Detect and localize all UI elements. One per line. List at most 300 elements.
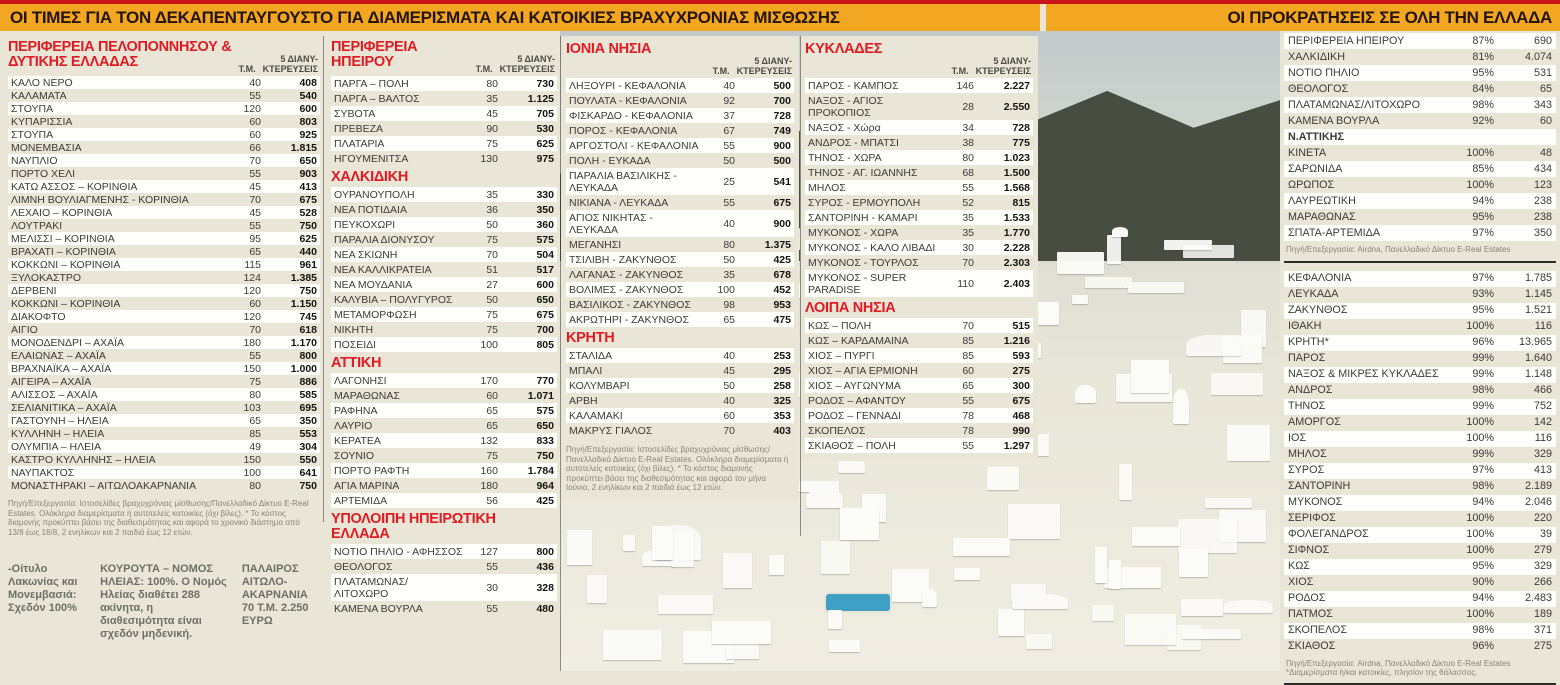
price-value: 600 [299, 102, 317, 115]
listings-count: 266 [1533, 576, 1552, 589]
white-building [1211, 373, 1263, 396]
sqm-value: 132 [480, 434, 498, 447]
price-value: 553 [299, 427, 317, 440]
area-name: ΙΟΣ [1288, 432, 1307, 445]
place-name: ΜΕΛΙΣΣΙ – ΚΟΡΙΝΘΙΑ [11, 232, 115, 245]
price-value: 1.125 [527, 92, 554, 105]
place-name: ΠΑΡΑΛΙΑ ΔΙΟΝΥΣΟΥ [334, 233, 435, 246]
table-row [331, 91, 557, 106]
price-value: 975 [536, 152, 554, 165]
listings-count: 1.148 [1524, 368, 1552, 381]
table-row [8, 76, 320, 89]
divider-rule [1284, 261, 1556, 263]
price-value: 750 [299, 284, 317, 297]
area-name: ΙΘΑΚΗ [1288, 320, 1322, 333]
sqm-value: 120 [243, 284, 261, 297]
bookings-row [1284, 559, 1556, 575]
place-name: ΜΠΑΛΙ [569, 364, 603, 377]
sqm-value: 40 [249, 76, 261, 89]
place-name: ΡΑΦΗΝΑ [334, 404, 378, 417]
sqm-value: 35 [486, 188, 498, 201]
sqm-value: 80 [486, 77, 498, 90]
table-row [566, 78, 794, 93]
place-name: ΝΑΞΟΣ - ΑΓΙΟΣ ΠΡΟΚΟΠΙΟΣ [808, 94, 884, 119]
place-name: ΤΗΝΟΣ - ΑΓ. ΙΩΑΝΝΗΣ [808, 166, 918, 179]
sqm-value: 55 [962, 439, 974, 452]
table-row [805, 120, 1033, 135]
sqm-value: 80 [723, 238, 735, 251]
prebooking-percent: 99% [1472, 368, 1494, 381]
table-row [331, 574, 557, 601]
price-value: 593 [1012, 349, 1030, 362]
sqm-value: 92 [723, 94, 735, 107]
table-row [331, 187, 557, 202]
white-building [922, 589, 937, 607]
table-row [8, 115, 320, 128]
table-row [331, 307, 557, 322]
sqm-column-label: Τ.Μ. [475, 63, 493, 74]
white-building [671, 531, 694, 567]
price-value: 2.403 [1003, 277, 1030, 290]
place-name: ΛΟΥΤΡΑΚΙ [11, 219, 63, 232]
price-value: 253 [773, 349, 791, 362]
white-building [1178, 519, 1238, 553]
sqm-value: 127 [480, 545, 498, 558]
table-row [331, 388, 557, 403]
area-name: ΤΗΝΟΣ [1288, 400, 1326, 413]
bookings-row [1284, 335, 1556, 351]
table-row [566, 297, 794, 312]
price-section [331, 166, 557, 352]
white-building [652, 526, 673, 560]
place-name: ΜΟΝΕΜΒΑΣΙΑ [11, 141, 82, 154]
place-name: ΘΕΟΛΟΓΟΣ [334, 560, 393, 573]
price-value: 675 [299, 193, 317, 206]
table-row [805, 408, 1033, 423]
price-value: 408 [299, 76, 317, 89]
white-building [723, 553, 752, 588]
price-value: 1.000 [290, 362, 317, 375]
table-row [805, 378, 1033, 393]
listings-count: 434 [1533, 162, 1552, 175]
table-row [8, 349, 320, 362]
place-name: ΟΥΡΑΝΟΥΠΟΛΗ [334, 188, 415, 201]
bookings-row [1284, 319, 1556, 335]
table-row [331, 337, 557, 352]
column-headers [476, 55, 555, 74]
table-row [566, 378, 794, 393]
prebookings-panel [1284, 33, 1556, 685]
listings-count: 60 [1539, 114, 1552, 127]
prebooking-percent: 81% [1472, 50, 1494, 63]
area-name: ΝΑΞΟΣ & ΜΙΚΡΕΣ ΚΥΚΛΑΔΕΣ [1288, 368, 1439, 381]
white-building [829, 640, 861, 652]
price-value: 1.815 [290, 141, 317, 154]
place-name: ΣΚΙΑΘΟΣ – ΠΟΛΗ [808, 439, 896, 452]
price-value: 1.297 [1003, 439, 1030, 452]
table-row [8, 128, 320, 141]
white-building [1095, 547, 1107, 582]
price-value: 625 [536, 137, 554, 150]
sqm-value: 78 [962, 409, 974, 422]
bookings-row [1284, 193, 1556, 209]
price-value: 625 [299, 232, 317, 245]
white-building [769, 555, 783, 575]
white-building [1008, 504, 1060, 539]
price-value: 600 [536, 278, 554, 291]
sqm-value: 70 [962, 256, 974, 269]
availability-note: -Οίτυλο Λακωνίας και Μονεμβασιά: Σχεδόν 100% [8, 563, 78, 614]
sqm-value: 150 [243, 453, 261, 466]
price-value: 440 [299, 245, 317, 258]
sqm-value: 65 [486, 419, 498, 432]
price-value: 964 [536, 479, 554, 492]
column-headers [713, 57, 792, 76]
price-value: 550 [299, 453, 317, 466]
sqm-value: 27 [486, 278, 498, 291]
white-building [1186, 335, 1241, 356]
place-name: ΒΑΣΙΛΙΚΟΣ - ΖΑΚΥΝΘΟΣ [569, 298, 691, 311]
section-title: ΥΠΟΛΟΙΠΗ ΗΠΕΙΡΩΤΙΚΗ ΕΛΛΑΔΑ [331, 511, 496, 542]
sqm-value: 34 [962, 121, 974, 134]
area-name: ΑΜΟΡΓΟΣ [1288, 416, 1341, 429]
listings-count: 13.965 [1518, 336, 1552, 349]
sqm-value: 51 [486, 263, 498, 276]
place-name: ΜΥΚΟΝΟΣ - ΧΩΡΑ [808, 226, 899, 239]
sqm-value: 25 [723, 175, 735, 188]
prebookings-header-title: ΟΙ ΠΡΟΚΡΑΤΗΣΕΙΣ ΣΕ ΟΛΗ ΤΗΝ ΕΛΛΑΔΑ [1227, 7, 1552, 27]
sqm-value: 70 [249, 323, 261, 336]
sqm-value: 170 [480, 374, 498, 387]
sqm-value: 36 [486, 203, 498, 216]
sqm-value: 60 [249, 115, 261, 128]
white-building [1072, 295, 1089, 305]
sqm-value: 65 [723, 313, 735, 326]
sqm-value: 85 [962, 334, 974, 347]
table-row [8, 336, 320, 349]
price-value: 770 [536, 374, 554, 387]
listings-count: 413 [1533, 464, 1552, 477]
sqm-value: 75 [486, 449, 498, 462]
sqm-value: 55 [249, 219, 261, 232]
sqm-value: 55 [962, 394, 974, 407]
price-section [566, 38, 794, 327]
place-name: ΠΡΕΒΕΖΑ [334, 122, 384, 135]
area-name: ΘΕΟΛΟΓΟΣ [1288, 82, 1349, 95]
section-rows [566, 348, 794, 438]
section-header [331, 508, 557, 544]
price-value: 452 [773, 283, 791, 296]
prebooking-percent: 90% [1472, 576, 1494, 589]
price-value: 413 [299, 180, 317, 193]
bookings-row [1284, 639, 1556, 655]
area-name: ΚΕΦΑΛΟΝΙΑ [1288, 272, 1352, 285]
sqm-value: 50 [723, 253, 735, 266]
bookings-row [1284, 511, 1556, 527]
section-header [566, 38, 794, 78]
section-rows [331, 76, 557, 166]
prebooking-percent: 97% [1472, 226, 1494, 239]
column-divider [323, 36, 324, 522]
price-value: 515 [1012, 319, 1030, 332]
table-row [8, 271, 320, 284]
sqm-value: 50 [723, 379, 735, 392]
prebooking-percent: 100% [1466, 432, 1494, 445]
section-rows [566, 78, 794, 327]
price-value: 350 [536, 203, 554, 216]
prebooking-percent: 100% [1466, 416, 1494, 429]
place-name: ΠΑΡΓΑ – ΒΑΛΤΟΣ [334, 92, 420, 105]
table-row [331, 121, 557, 136]
white-building [1125, 614, 1176, 645]
table-row [8, 154, 320, 167]
table-row [566, 267, 794, 282]
sqm-value: 65 [249, 245, 261, 258]
sqm-value: 55 [486, 560, 498, 573]
price-value: 728 [773, 109, 791, 122]
sqm-value: 180 [480, 479, 498, 492]
area-name: ΚΡΗΤΗ* [1288, 336, 1329, 349]
table-row [331, 247, 557, 262]
sqm-value: 35 [723, 268, 735, 281]
price-value: 678 [773, 268, 791, 281]
sqm-value: 45 [249, 206, 261, 219]
table-row [566, 393, 794, 408]
place-name: ΠΟΡΤΟ ΡΑΦΤΗ [334, 464, 410, 477]
price-value: 745 [299, 310, 317, 323]
table-row [566, 252, 794, 267]
place-name: ΟΛΥΜΠΙΑ – ΗΛΕΙΑ [11, 440, 102, 453]
area-name: ΧΙΟΣ [1288, 576, 1314, 589]
listings-count: 466 [1533, 384, 1552, 397]
listings-count: 1.145 [1524, 288, 1552, 301]
price-value: 360 [536, 218, 554, 231]
table-row [8, 323, 320, 336]
sqm-value: 100 [243, 466, 261, 479]
bookings-row [1284, 209, 1556, 225]
availability-notes [8, 563, 320, 641]
area-name: ΚΑΜΕΝΑ ΒΟΥΡΛΑ [1288, 114, 1380, 127]
bookings-row [1284, 431, 1556, 447]
place-name: ΡΟΔΟΣ – ΓΕΝΝΑΔΙ [808, 409, 901, 422]
place-name: ΣΥΡΟΣ - ΕΡΜΟΥΠΟΛΗ [808, 196, 921, 209]
listings-count: 2.046 [1524, 496, 1552, 509]
place-name: ΚΩΣ – ΚΑΡΔΑΜΑΙΝΑ [808, 334, 909, 347]
listings-count: 531 [1533, 66, 1552, 79]
table-row [8, 414, 320, 427]
area-name: ΣΑΡΩΝΙΔΑ [1288, 162, 1343, 175]
area-name: ΣΥΡΟΣ [1288, 464, 1325, 477]
sqm-value: 68 [962, 166, 974, 179]
place-name: ΑΙΓΕΙΡΑ – ΑΧΑΪΑ [11, 375, 92, 388]
price-value: 925 [299, 128, 317, 141]
place-name: ΠΟΡΟΣ - ΚΕΦΑΛΟΝΙΑ [569, 124, 678, 137]
place-name: ΚΥΛΛΗΝΗ – ΗΛΕΙΑ [11, 427, 105, 440]
area-name: Ν.ΑΤΤΙΚΗΣ [1288, 130, 1344, 143]
source-footnote: Πηγή/Επεξεργασία: Airdna, Πανελλαδικό Δίκτυο E-Real Estates *Διαμερίσματα ή/και κατοικίες, πλησίον της θάλασσας. [1286, 658, 1511, 677]
price-value: 2.227 [1003, 79, 1030, 92]
sqm-value: 95 [249, 232, 261, 245]
table-row [805, 255, 1033, 270]
white-building [998, 609, 1024, 636]
white-building [954, 568, 980, 579]
place-name: ΣΕΛΙΑΝΙΤΙΚΑ – ΑΧΑΪΑ [11, 401, 117, 414]
table-row [566, 312, 794, 327]
area-name: ΦΟΛΕΓΑΝΔΡΟΣ [1288, 528, 1369, 541]
white-building [1128, 282, 1183, 294]
place-name: ΜΥΚΟΝΟΣ - ΚΑΛΟ ΛΙΒΑΔΙ [808, 241, 936, 254]
prebooking-percent: 100% [1466, 528, 1494, 541]
section-rows [331, 544, 557, 616]
sqm-value: 45 [249, 180, 261, 193]
section-header [805, 297, 1033, 318]
listings-count: 2.189 [1524, 480, 1552, 493]
listings-count: 142 [1533, 416, 1552, 429]
table-row [805, 318, 1033, 333]
sqm-value: 55 [249, 349, 261, 362]
section-title: ΠΕΡΙΦΕΡΕΙΑ ΗΠΕΙΡΟΥ [331, 39, 418, 70]
white-building [953, 538, 1010, 556]
sqm-value: 100 [480, 338, 498, 351]
area-name: ΠΑΡΟΣ [1288, 352, 1326, 365]
table-row [331, 463, 557, 478]
area-name: ΜΗΛΟΣ [1288, 448, 1327, 461]
swimming-pool [826, 594, 890, 611]
sqm-value: 160 [480, 464, 498, 477]
area-name: ΑΝΔΡΟΣ [1288, 384, 1333, 397]
area-name: ΛΑΥΡΕΩΤΙΚΗ [1288, 194, 1356, 207]
prebooking-percent: 96% [1472, 640, 1494, 653]
bookings-row [1284, 543, 1556, 559]
white-building [712, 621, 772, 644]
source-footnote: Πηγή/Επεξεργασία: Ιστοσελίδες βραχυχρόνιας μίσθωσης/Πανελλαδικό Δίκτυο E-Real Estates. Ολόκληρα διαμερίσματα ή αυτοτελείς κατοικίες (όχι βίλες). * Το κόστος διαμονής προκύπτει βάσει της διαθεσιμότητας και αφορά το χρονικό διάστημα από 13/8 έως 18/8, 2 ενηλίκων και 2 παιδιά έως 12 ετών. [8, 499, 309, 537]
place-name: ΜΗΛΟΣ [808, 181, 846, 194]
price-value: 330 [536, 188, 554, 201]
bookings-row [1284, 447, 1556, 463]
price-value: 353 [773, 409, 791, 422]
sqm-column-label: Τ.Μ. [238, 63, 256, 74]
column-epirus-halkidiki-attiki [331, 36, 557, 616]
place-name: ΚΟΛΥΜΒΑΡΙ [569, 379, 630, 392]
price-value: 900 [773, 139, 791, 152]
bookings-row [1284, 575, 1556, 591]
place-name: ΣΤΑΛΙΔΑ [569, 349, 613, 362]
listings-count: 350 [1533, 226, 1552, 239]
place-name: ΚΟΚΚΩΝΙ – ΚΟΡΙΝΘΙΑ [11, 258, 121, 271]
price-value: 1.375 [764, 238, 791, 251]
table-row [331, 202, 557, 217]
sqm-value: 65 [249, 414, 261, 427]
table-row [8, 375, 320, 388]
section-rows [331, 187, 557, 352]
table-row [8, 362, 320, 375]
place-name: ΑΓΙΑ ΜΑΡΙΝΑ [334, 479, 400, 492]
place-name: ΚΟΚΚΩΝΙ – ΚΟΡΙΝΘΙΑ [11, 297, 121, 310]
table-row [566, 348, 794, 363]
price-value: 541 [773, 175, 791, 188]
place-name: ΝΑΥΠΛΙΟ [11, 154, 58, 167]
place-name: ΝΙΚΙΑΝΑ - ΛΕΥΚΑΔΑ [569, 196, 669, 209]
table-row [8, 440, 320, 453]
price-value: 730 [536, 77, 554, 90]
sqm-value: 55 [249, 89, 261, 102]
place-name: ΚΑΛΥΒΙΑ – ΠΟΛΥΓΥΡΟΣ [334, 293, 453, 306]
place-name: ΤΣΙΛΙΒΗ - ΖΑΚΥΝΘΟΣ [569, 253, 677, 266]
place-name: ΜΑΚΡΥΣ ΓΙΑΛΟΣ [569, 424, 653, 437]
sqm-value: 55 [723, 139, 735, 152]
table-row [331, 136, 557, 151]
white-building [1112, 227, 1128, 237]
place-name: ΑΝΔΡΟΣ - ΜΠΑΤΣΙ [808, 136, 899, 149]
sqm-value: 40 [723, 349, 735, 362]
sqm-value: 85 [249, 427, 261, 440]
place-name: ΚΑΛΟ ΝΕΡΟ [11, 76, 73, 89]
white-building [821, 541, 849, 574]
price-value: 903 [299, 167, 317, 180]
listings-count: 1.640 [1524, 352, 1552, 365]
section-rows [805, 78, 1033, 297]
section-title: ΛΟΙΠΑ ΝΗΣΙΑ [805, 300, 896, 316]
price-column-label: 5 ΔΙΑΝΥ- ΚΤΕΡΕΥΣΕΙΣ [975, 56, 1031, 76]
place-name: ΔΕΡΒΕΝΙ [11, 284, 57, 297]
place-name: ΚΕΡΑΤΕΑ [334, 434, 381, 447]
prebooking-percent: 95% [1472, 66, 1494, 79]
white-building [1164, 240, 1212, 251]
table-row [566, 210, 794, 237]
white-building [658, 595, 712, 615]
bookings-row [1284, 463, 1556, 479]
sqm-value: 35 [486, 92, 498, 105]
price-value: 480 [536, 602, 554, 615]
sqm-value: 70 [486, 248, 498, 261]
price-value: 300 [1012, 379, 1030, 392]
column-divider [560, 36, 561, 671]
price-value: 833 [536, 434, 554, 447]
white-building [1085, 277, 1132, 287]
price-value: 1.150 [290, 297, 317, 310]
price-section [331, 36, 557, 166]
price-value: 403 [773, 424, 791, 437]
place-name: ΠΟΣΕΙΔΙ [334, 338, 377, 351]
sqm-value: 67 [723, 124, 735, 137]
price-value: 436 [536, 560, 554, 573]
white-building [1132, 527, 1180, 545]
sqm-value: 55 [249, 167, 261, 180]
place-name: ΝΕΑ ΣΚΙΩΝΗ [334, 248, 398, 261]
table-row [805, 363, 1033, 378]
area-name: ΣΕΡΙΦΟΣ [1288, 512, 1336, 525]
listings-count: 48 [1539, 146, 1552, 159]
price-value: 728 [1012, 121, 1030, 134]
table-row [8, 284, 320, 297]
table-row [805, 93, 1033, 120]
place-name: ΛΕΧΑΙΟ – ΚΟΡΙΝΘΙΑ [11, 206, 113, 219]
area-name: ΜΑΡΑΘΩΝΑΣ [1288, 210, 1356, 223]
table-row [331, 559, 557, 574]
sqm-value: 115 [244, 258, 261, 271]
listings-count: 116 [1534, 320, 1552, 333]
price-value: 475 [773, 313, 791, 326]
table-row [805, 423, 1033, 438]
bookings-row [1284, 65, 1556, 81]
place-name: ΠΟΥΛΑΤΑ - ΚΕΦΑΛΟΝΙΑ [569, 94, 687, 107]
prebooking-percent: 100% [1466, 544, 1494, 557]
table-row [8, 310, 320, 323]
sqm-value: 70 [249, 193, 261, 206]
place-name: ΞΥΛΟΚΑΣΤΡΟ [11, 271, 82, 284]
table-row [8, 167, 320, 180]
table-row [805, 393, 1033, 408]
